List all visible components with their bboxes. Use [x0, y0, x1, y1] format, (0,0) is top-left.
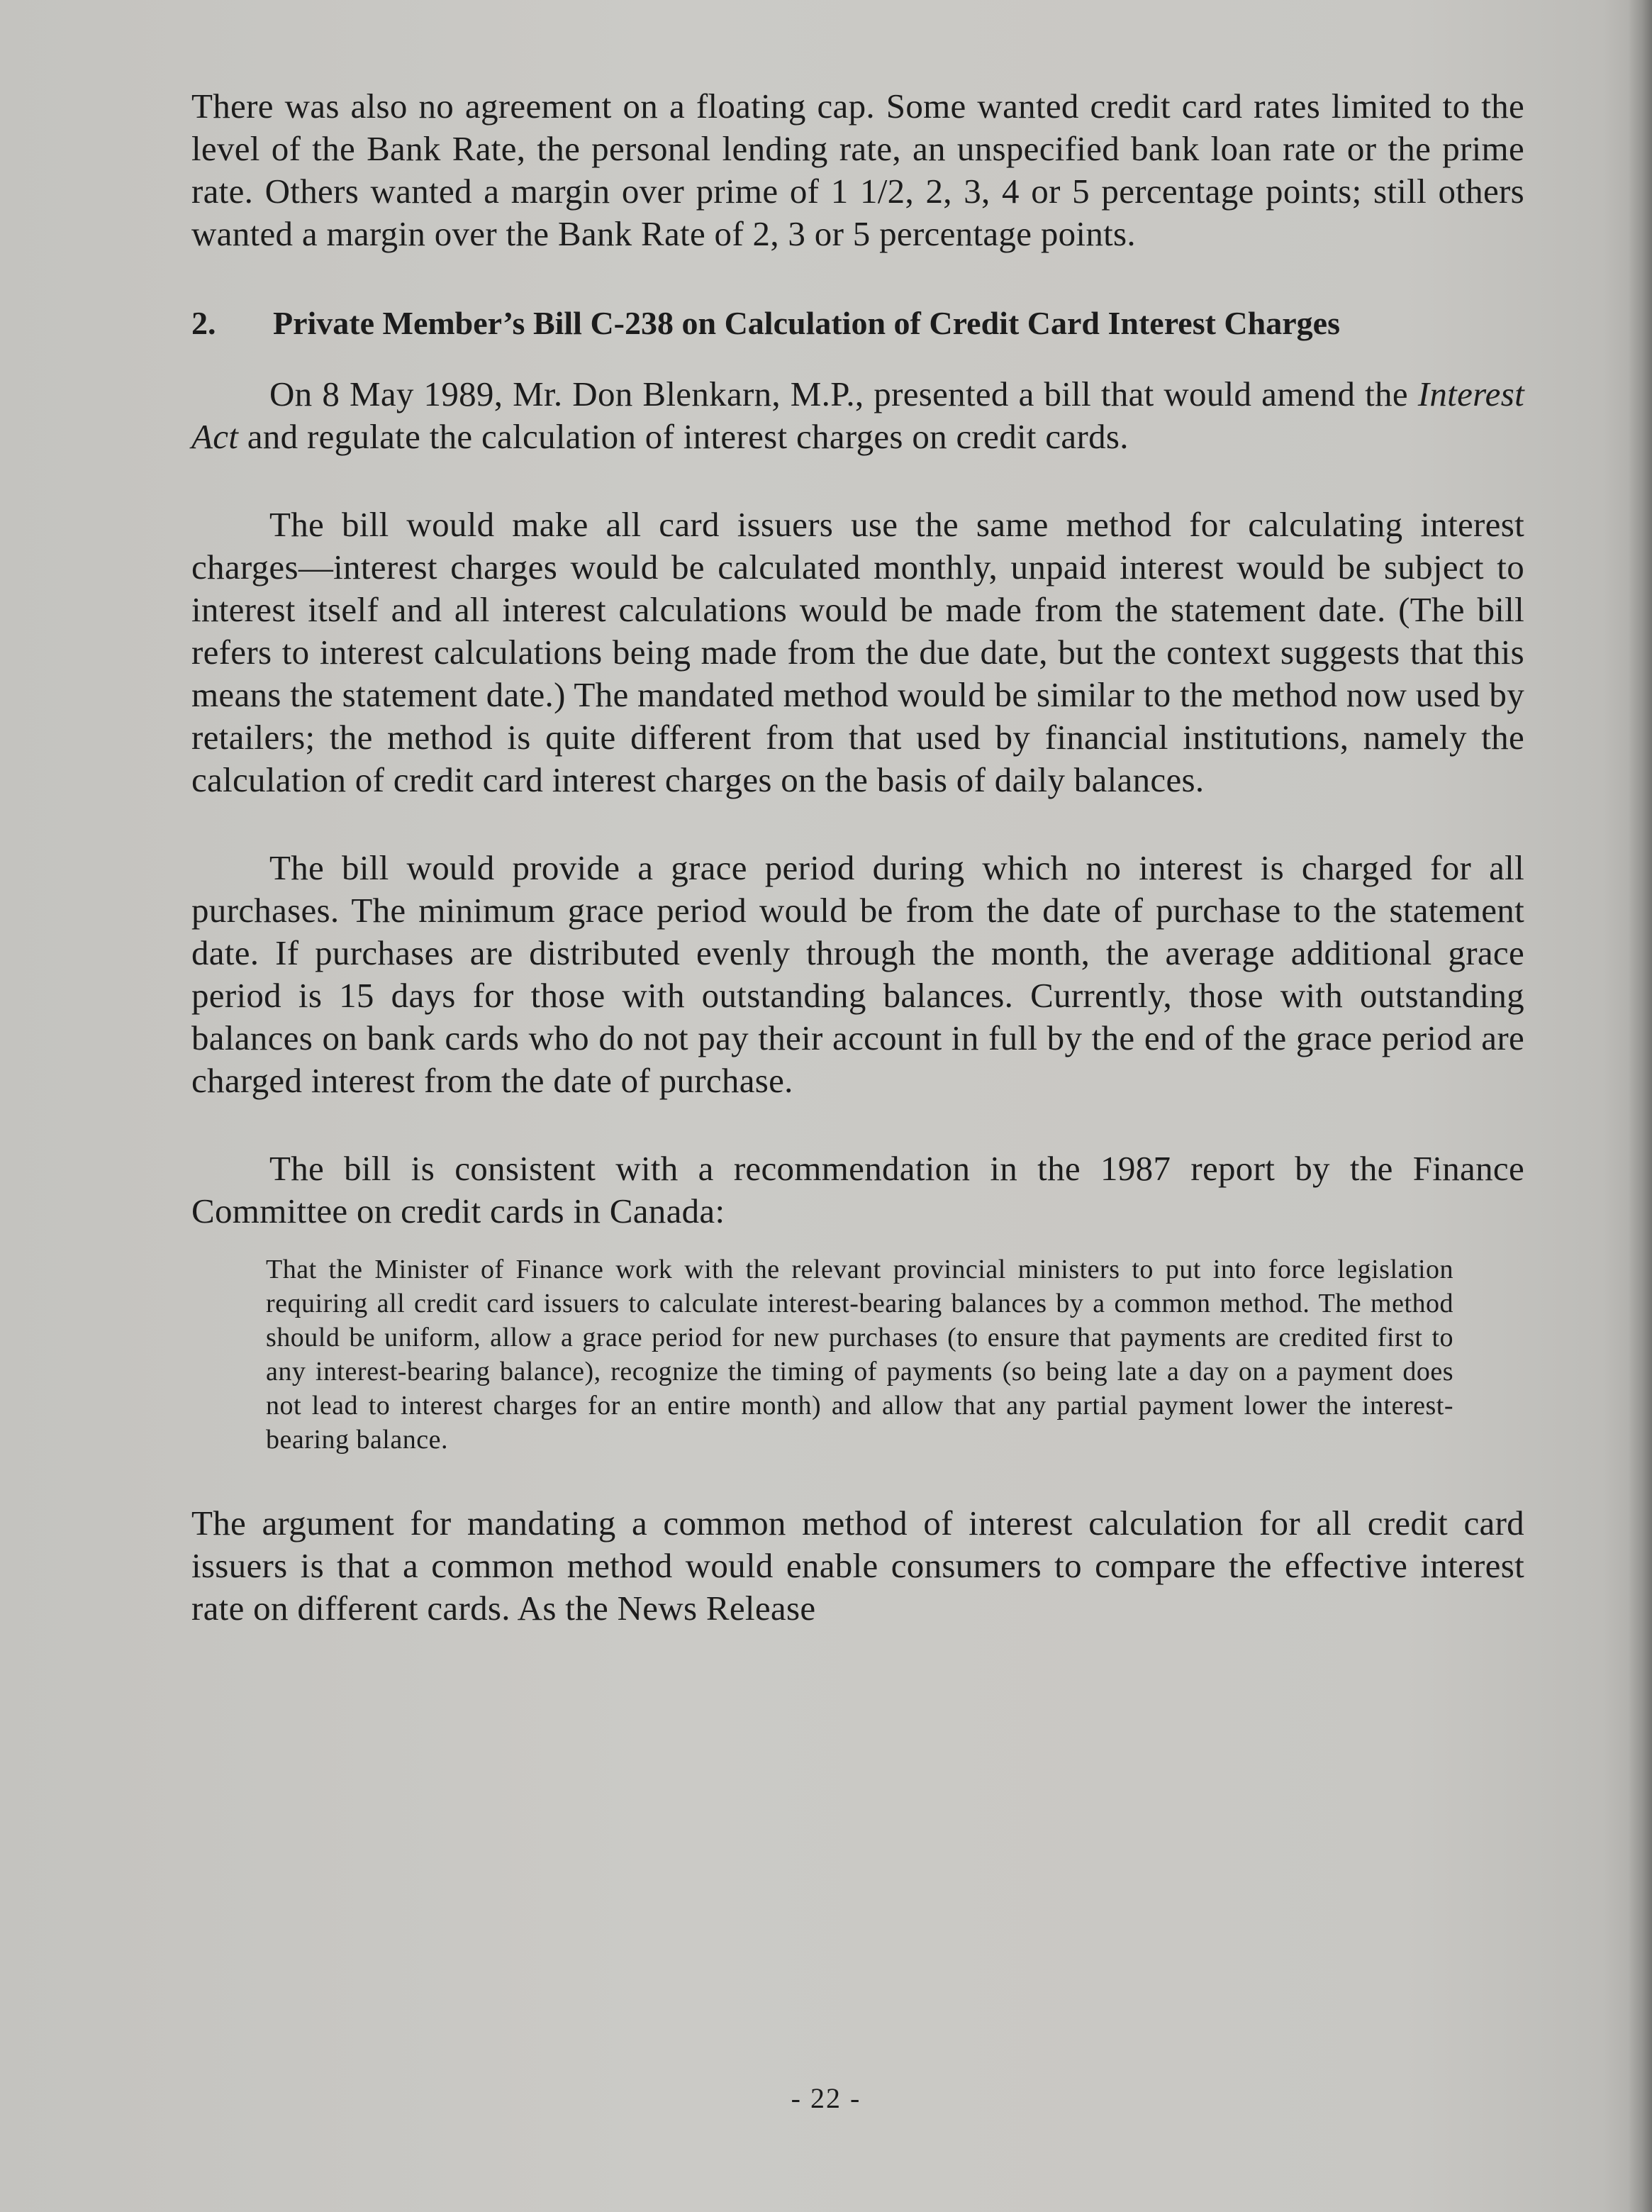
bill-text-before: On 8 May 1989, Mr. Don Blenkarn, M.P., presented a bill that would amend the [269, 374, 1418, 413]
paragraph-argument: The argument for mandating a common method of interest calculation for all credit card issuers is that a common method would enable consumers to compare the effective interest rate on different cards. As the News Release [191, 1504, 1524, 1628]
page-number: - 22 - [791, 2082, 861, 2114]
recommendation-quote: That the Minister of Finance work with the relevant provincial ministers to put into force legislation requiring all credit card issuers to calculate interest-bearing balances by a common method. The method should be uniform, allow a grace period for new purchases (to ensure that payments are credited first to any interest-bearing balance), recognize the timing of payments (so being late a day on a payment does not lead to interest charges for an entire month) and allow that any partial payment lower the interest-bearing balance. [266, 1255, 1453, 1455]
section-title: Private Member’s Bill C-238 on Calculation of Credit Card Interest Charges [273, 305, 1340, 341]
paragraph-bill-presented [191, 373, 1524, 458]
interest-act-title: Interest Act [191, 374, 1524, 456]
bill-text-after: and regulate the calculation of interest charges on credit cards. [238, 417, 1129, 456]
paragraph-floating-cap: There was also no agreement on a floating cap. Some wanted credit card rates limited to the level of the Bank Rate, the personal lending rate, an unspecified bank loan rate or the prime rate. Others wanted a margin over prime of 1 1/2, 2, 3, 4 or 5 percentage points; still others wanted a margin over the Bank Rate of 2, 3 or 5 percentage points. [191, 87, 1524, 253]
section-heading [191, 304, 1524, 343]
document-body [191, 85, 1524, 1630]
paragraph-common-method: The bill would make all card issuers use the same method for calculating interest charges—interest charges would be calculated monthly, unpaid interest would be subject to interest itself and all interest calculations would be made from the statement date. (The bill refers to interest calculations being made from the due date, but the context suggests that this means the statement date.) The mandated method would be similar to the method now used by retailers; the method is quite different from that used by financial institutions, namely the calculation of credit card interest charges on the basis of daily balances. [191, 505, 1524, 799]
page-edge-shadow [1628, 0, 1652, 2212]
section-number: 2. [191, 305, 216, 341]
paragraph-grace-period: The bill would provide a grace period during which no interest is charged for all purchases. The minimum grace period would be from the date of purchase to the statement date. If purchases are distributed evenly through the month, the average additional grace period is 15 days for those with outstanding balances. Currently, those with outstanding balances on bank cards who do not pay their account in full by the end of the grace period are charged interest from the date of purchase. [191, 848, 1524, 1100]
paragraph-recommendation-intro: The bill is consistent with a recommendation in the 1987 report by the Finance Committee on credit cards in Canada: [191, 1149, 1524, 1230]
